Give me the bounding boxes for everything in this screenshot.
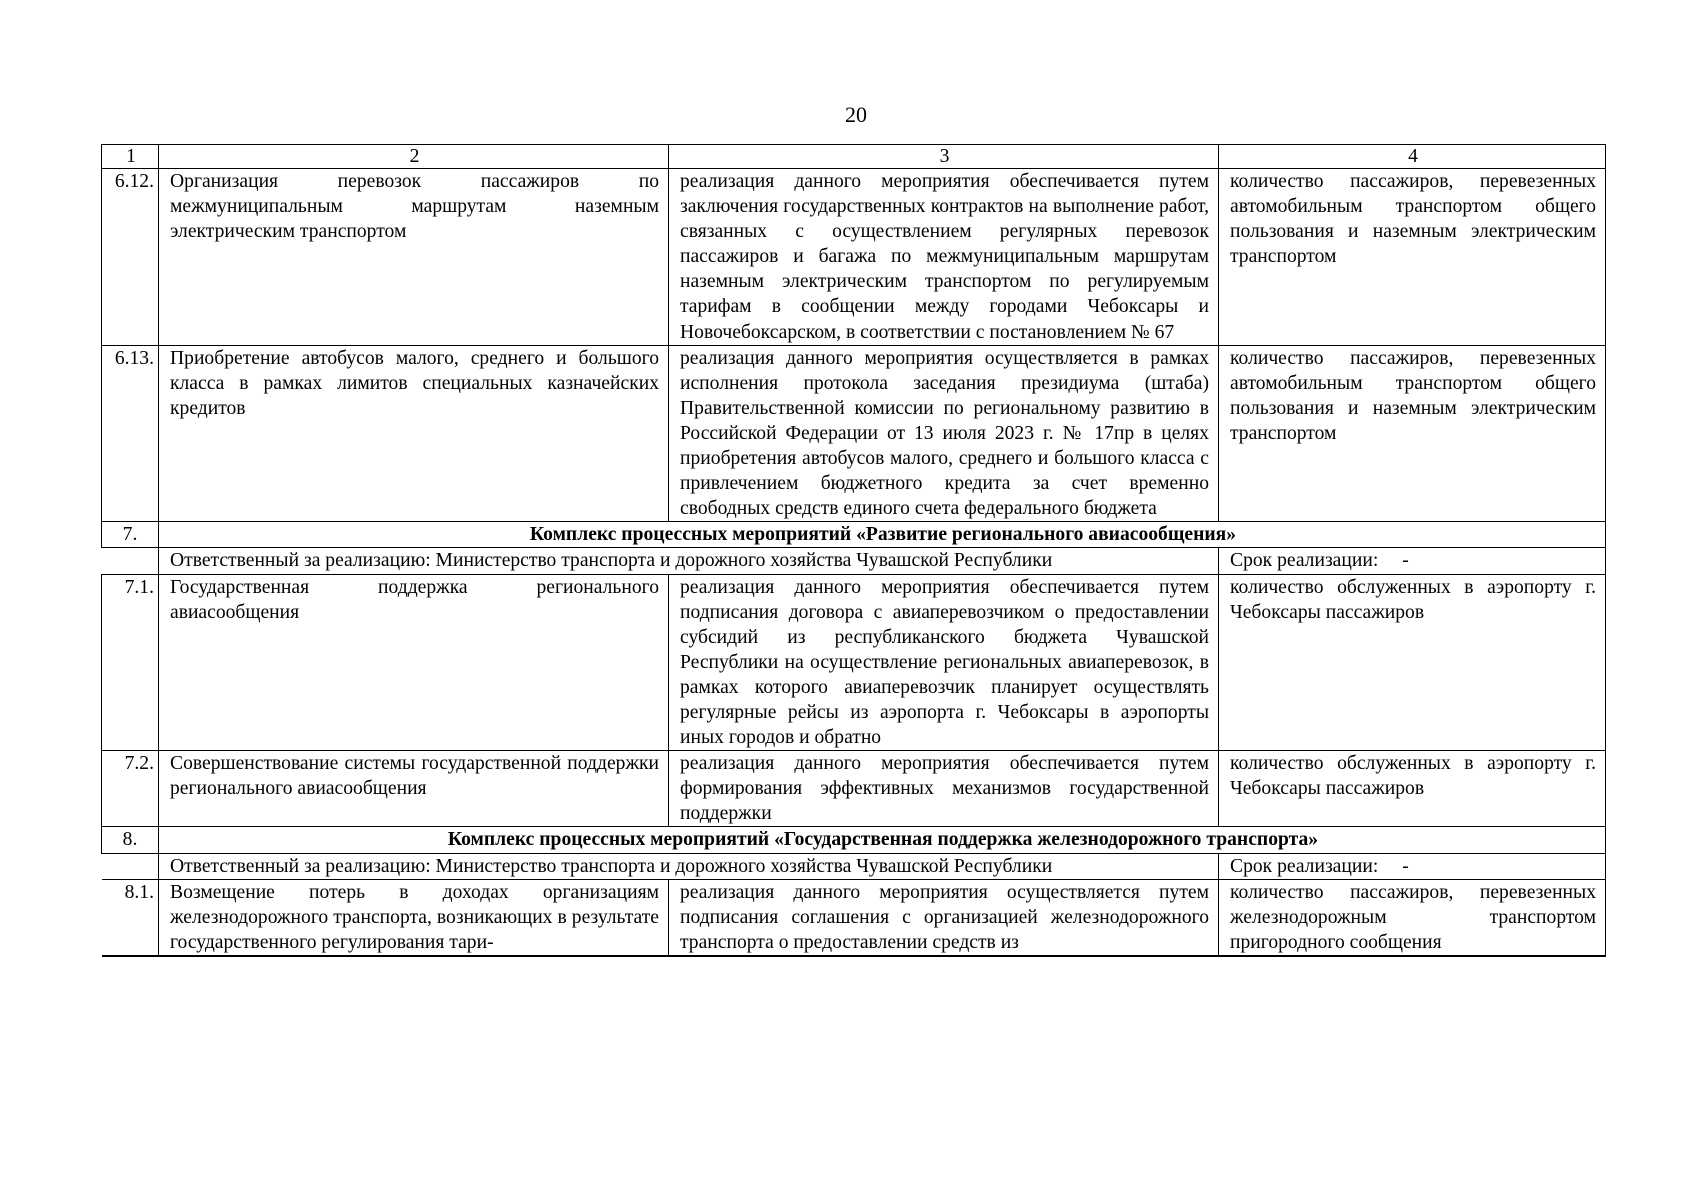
- section-title: Комплекс процессных мероприятий «Государственная поддержка железнодорожного транспорта»: [159, 827, 1606, 853]
- responsible-cell: Ответственный за реализацию: Министерство транспорта и дорожного хозяйства Чувашской Республики: [159, 853, 1219, 879]
- mechanism-cell: реализация данного мероприятия обеспечивается путем формирования эффективных механизмов государственной поддержки: [669, 751, 1219, 827]
- responsible-row: [102, 548, 1606, 574]
- event-cell: Организация перевозок пассажиров по межмуниципальным маршрутам наземным электрическим транспортом: [159, 169, 669, 346]
- period-value: -: [1402, 855, 1409, 877]
- indicator-cell: количество пассажиров, перевезенных железнодорожным транспортом пригородного сообщения: [1219, 879, 1606, 956]
- table-row: [102, 169, 1606, 346]
- section-number: 7.: [102, 522, 159, 548]
- period-cell: [1219, 853, 1606, 879]
- period-label: Срок реализации:: [1230, 855, 1379, 877]
- column-header-2: 2: [159, 145, 669, 169]
- mechanism-cell: реализация данного мероприятия обеспечивается путем подписания договора с авиаперевозчиком о предоставлении субсидий из республиканского бюджета Чувашской Республики на осуществление региональных авиаперевозок, в рамках которого авиаперевозчик планирует осуществлять регулярные рейсы из аэропорта г. Чебоксары в аэропорты иных городов и обратно: [669, 574, 1219, 751]
- row-number: 8.1.: [102, 879, 159, 956]
- table-row: [102, 879, 1606, 956]
- indicator-cell: количество обслуженных в аэропорту г. Чебоксары пассажиров: [1219, 574, 1606, 751]
- event-cell: Совершенствование системы государственной поддержки регионального авиасообщения: [159, 751, 669, 827]
- event-cell: Возмещение потерь в доходах организациям железнодорожного транспорта, возникающих в результате государственного регулирования тари-: [159, 879, 669, 956]
- indicator-cell: количество обслуженных в аэропорту г. Чебоксары пассажиров: [1219, 751, 1606, 827]
- measures-table: [101, 144, 1606, 957]
- table-header-row: [102, 145, 1606, 169]
- section-title: Комплекс процессных мероприятий «Развитие регионального авиасообщения»: [159, 522, 1606, 548]
- period-label: Срок реализации:: [1230, 550, 1379, 572]
- row-number: 7.2.: [102, 751, 159, 827]
- row-number: 6.12.: [102, 169, 159, 346]
- column-header-1: 1: [102, 145, 159, 169]
- event-cell: Государственная поддержка регионального авиасообщения: [159, 574, 669, 751]
- indicator-cell: количество пассажиров, перевезенных автомобильным транспортом общего пользования и наземным электрическим транспортом: [1219, 169, 1606, 346]
- empty-cell: [102, 853, 159, 879]
- column-header-3: 3: [669, 145, 1219, 169]
- responsible-cell: Ответственный за реализацию: Министерство транспорта и дорожного хозяйства Чувашской Республики: [159, 548, 1219, 574]
- table-row: [102, 751, 1606, 827]
- section-number: 8.: [102, 827, 159, 853]
- row-number: 6.13.: [102, 345, 159, 522]
- section-header-row: [102, 827, 1606, 853]
- mechanism-cell: реализация данного мероприятия осуществляется в рамках исполнения протокола заседания президиума (штаба) Правительственной комиссии по региональному развитию в Российской Федерации от 13 июля 2023 г. № 17пр в целях приобретения автобусов малого, среднего и большого класса с привлечением бюджетного кредита за счет временно свободных средств единого счета федерального бюджета: [669, 345, 1219, 522]
- responsible-row: [102, 853, 1606, 879]
- mechanism-cell: реализация данного мероприятия осуществляется путем подписания соглашения с организацией железнодорожного транспорта о предоставлении средств из: [669, 879, 1219, 956]
- period-cell: [1219, 548, 1606, 574]
- empty-cell: [102, 548, 159, 574]
- page-number: 20: [845, 102, 867, 127]
- period-value: -: [1402, 550, 1409, 572]
- column-header-4: 4: [1219, 145, 1606, 169]
- row-number: 7.1.: [102, 574, 159, 751]
- table-row: [102, 345, 1606, 522]
- table-row: [102, 574, 1606, 751]
- mechanism-cell: реализация данного мероприятия обеспечивается путем заключения государственных контрактов на выполнение работ, связанных с осуществлением регулярных перевозок пассажиров и багажа по межмуниципальным маршрутам наземным электрическим транспортом по регулируемым тарифам в сообщении между городами Чебоксары и Новочебоксарском, в соответствии с постановлением № 67: [669, 169, 1219, 346]
- section-header-row: [102, 522, 1606, 548]
- event-cell: Приобретение автобусов малого, среднего и большого класса в рамках лимитов специальных казначейских кредитов: [159, 345, 669, 522]
- indicator-cell: количество пассажиров, перевезенных автомобильным транспортом общего пользования и наземным электрическим транспортом: [1219, 345, 1606, 522]
